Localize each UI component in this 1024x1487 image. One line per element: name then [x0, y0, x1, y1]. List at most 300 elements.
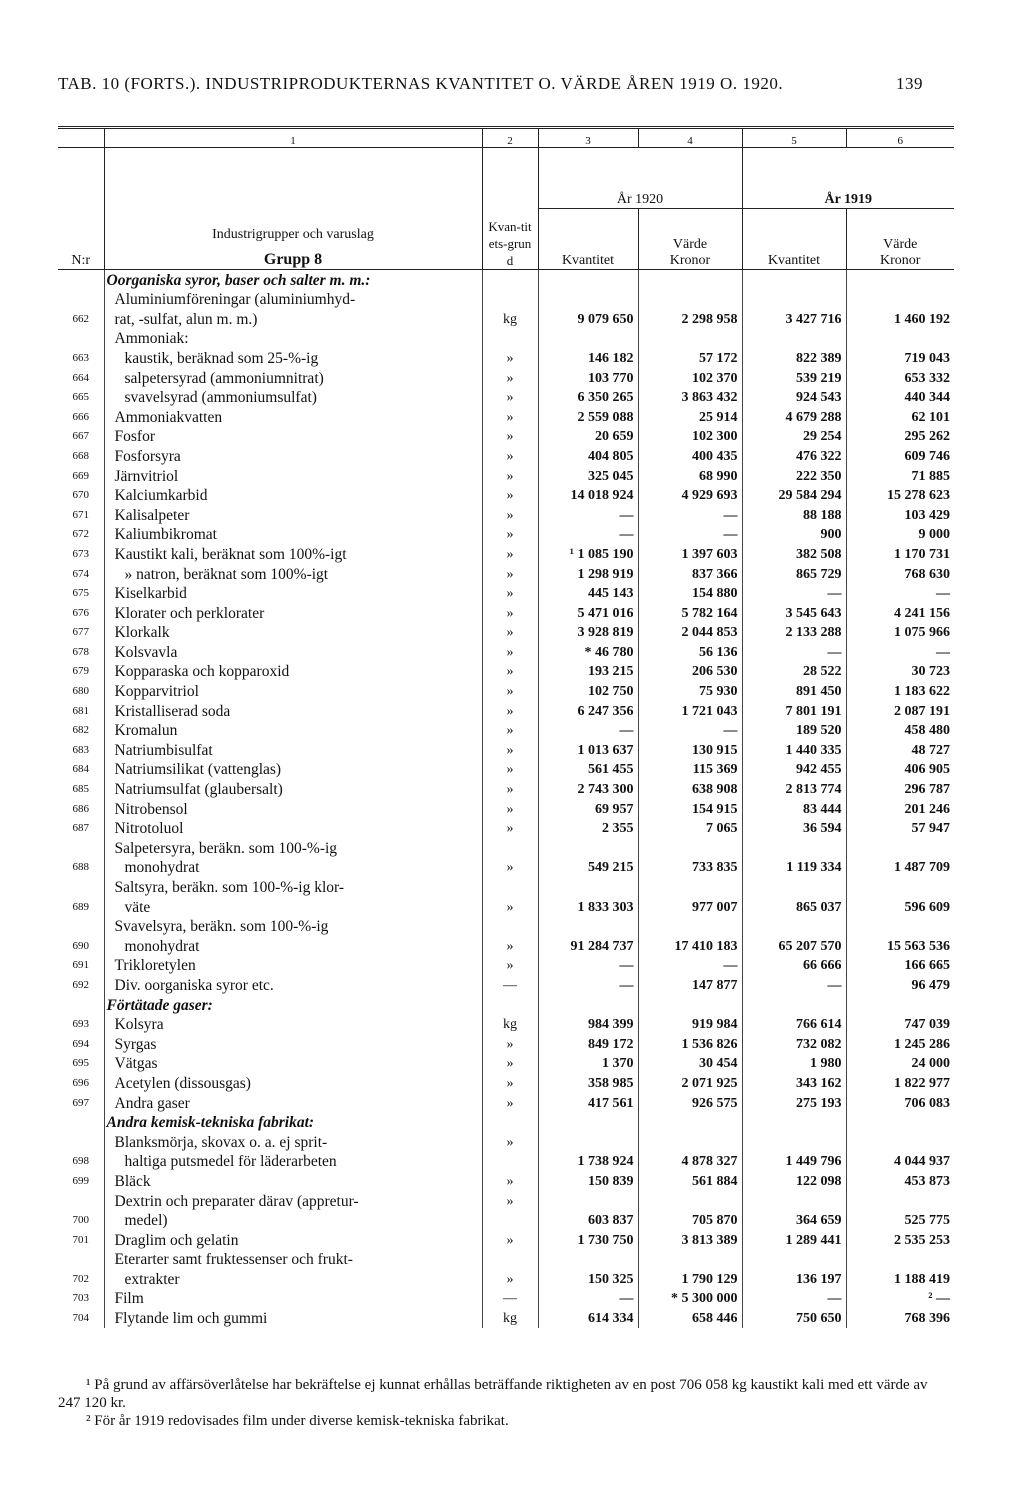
item-name: Dextrin och preparater därav (appretur-: [104, 1191, 482, 1211]
row-number: 672: [72, 528, 89, 541]
quantity-1920: 91 284 737: [538, 936, 638, 956]
item-name: Kopparaska och kopparoxid: [104, 662, 482, 682]
row-number: 663: [72, 351, 89, 364]
quantity-unit: kg: [482, 309, 538, 329]
value-1919: 4 241 156: [846, 603, 954, 623]
value-1920: [638, 290, 742, 310]
table-row: [58, 584, 954, 604]
quantity-1920: [538, 1191, 638, 1211]
quantity-1919: 865 729: [742, 564, 846, 584]
quantity-1920: —: [538, 956, 638, 976]
quantity-1920: 3 928 819: [538, 623, 638, 643]
quantity-1919: 891 450: [742, 681, 846, 701]
quantity-unit: »: [482, 642, 538, 662]
table-row: [58, 838, 954, 858]
quantity-1919: 3 427 716: [742, 309, 846, 329]
item-name: Draglim och gelatin: [104, 1230, 482, 1250]
value-1920: [638, 1191, 742, 1211]
value-1919: [846, 877, 954, 897]
row-number: 698: [72, 1155, 89, 1168]
item-name: Bläck: [104, 1171, 482, 1191]
table-row: [58, 917, 954, 937]
quantity-unit: [482, 838, 538, 858]
item-name: svavelsyrad (ammoniumsulfat): [104, 388, 482, 408]
quantity-1919: [742, 1132, 846, 1152]
quantity-unit: »: [482, 1034, 538, 1054]
header-year-1920: År 1920: [538, 148, 742, 209]
table-row: [58, 348, 954, 368]
item-name: Klorater och perklorater: [104, 603, 482, 623]
table-row: [58, 721, 954, 741]
table-row: [58, 642, 954, 662]
item-name: Nitrotoluol: [104, 819, 482, 839]
table-row: [58, 407, 954, 427]
quantity-1919: [742, 1250, 846, 1270]
table-row: [58, 564, 954, 584]
value-1919: 296 787: [846, 779, 954, 799]
quantity-1920: 1 730 750: [538, 1230, 638, 1250]
table-row: [58, 779, 954, 799]
item-name: Film: [104, 1289, 482, 1309]
quantity-1920: 20 659: [538, 427, 638, 447]
quantity-1920: 984 399: [538, 1015, 638, 1035]
footnotes: [58, 1376, 944, 1430]
quantity-1919: 66 666: [742, 956, 846, 976]
quantity-1919: 65 207 570: [742, 936, 846, 956]
quantity-1919: [742, 1191, 846, 1211]
table-row: [58, 1093, 954, 1113]
quantity-1919: 750 650: [742, 1308, 846, 1328]
row-number: 664: [72, 371, 89, 384]
value-1920: 3 863 432: [638, 388, 742, 408]
value-1919: 525 775: [846, 1211, 954, 1231]
header-value-label: Värde: [672, 237, 708, 252]
row-number: 677: [72, 626, 89, 639]
item-name: Svavelsyra, beräkn. som 100-%-ig: [104, 917, 482, 937]
item-name: Eterarter samt fruktessenser och frukt-: [104, 1250, 482, 1270]
quantity-unit: »: [482, 897, 538, 917]
quantity-1920: 325 045: [538, 466, 638, 486]
quantity-unit: »: [482, 681, 538, 701]
quantity-unit: »: [482, 486, 538, 506]
value-1919: 406 905: [846, 760, 954, 780]
quantity-unit: »: [482, 956, 538, 976]
header-nr: N:r: [58, 148, 104, 270]
value-1920: 2 044 853: [638, 623, 742, 643]
value-1919: 1 170 731: [846, 544, 954, 564]
quantity-1920: [538, 1132, 638, 1152]
value-1920: 154 880: [638, 584, 742, 604]
quantity-unit: »: [482, 1269, 538, 1289]
quantity-unit: kg: [482, 1308, 538, 1328]
table-row: [58, 662, 954, 682]
table-row: [58, 329, 954, 349]
quantity-1919: 1 440 335: [742, 740, 846, 760]
quantity-unit: »: [482, 1191, 538, 1211]
section-heading: Oorganiska syror, baser och salter m. m.:: [104, 270, 482, 290]
quantity-1920: 549 215: [538, 858, 638, 878]
value-1920: —: [638, 721, 742, 741]
header-value-1919: [846, 209, 954, 270]
row-number: 683: [72, 743, 89, 756]
quantity-1919: —: [742, 1289, 846, 1309]
item-name: medel): [104, 1211, 482, 1231]
item-name: Järnvitriol: [104, 466, 482, 486]
quantity-1920: 2 355: [538, 819, 638, 839]
item-name: Flytande lim och gummi: [104, 1308, 482, 1328]
item-name: Kopparvitriol: [104, 681, 482, 701]
value-1920: 733 835: [638, 858, 742, 878]
item-name: monohydrat: [104, 936, 482, 956]
item-name: haltiga putsmedel för läderarbeten: [104, 1152, 482, 1172]
col-number-5: 5: [742, 128, 846, 148]
header-value-1920: [638, 209, 742, 270]
item-name: extrakter: [104, 1269, 482, 1289]
row-number: 669: [72, 469, 89, 482]
quantity-unit: »: [482, 407, 538, 427]
header-quantity-1920: Kvantitet: [538, 209, 638, 270]
value-1920: 130 915: [638, 740, 742, 760]
quantity-unit: »: [482, 564, 538, 584]
value-1919: —: [846, 642, 954, 662]
value-1919: 1 460 192: [846, 309, 954, 329]
table-row: [58, 740, 954, 760]
item-name: Kromalun: [104, 721, 482, 741]
row-number: 701: [72, 1233, 89, 1246]
value-1920: —: [638, 956, 742, 976]
value-1919: 4 044 937: [846, 1152, 954, 1172]
value-1920: * 5 300 000: [638, 1289, 742, 1309]
value-1919: 1 183 622: [846, 681, 954, 701]
item-name: Ammoniakvatten: [104, 407, 482, 427]
table-row: [58, 1171, 954, 1191]
quantity-unit: »: [482, 505, 538, 525]
value-1920: 115 369: [638, 760, 742, 780]
quantity-1919: 1 449 796: [742, 1152, 846, 1172]
row-number: [58, 290, 104, 310]
quantity-1920: 150 839: [538, 1171, 638, 1191]
table-row: [58, 1308, 954, 1328]
value-1919: ² —: [846, 1289, 954, 1309]
table-row: [58, 1054, 954, 1074]
quantity-1920: 9 079 650: [538, 309, 638, 329]
value-1919: 201 246: [846, 799, 954, 819]
item-name: monohydrat: [104, 858, 482, 878]
header-value-unit: Kronor: [880, 253, 921, 268]
quantity-1919: 2 813 774: [742, 779, 846, 799]
quantity-1920: 102 750: [538, 681, 638, 701]
quantity-1920: 150 325: [538, 1269, 638, 1289]
quantity-1919: 364 659: [742, 1211, 846, 1231]
row-number: 686: [72, 802, 89, 815]
value-1919: 1 245 286: [846, 1034, 954, 1054]
quantity-1919: 539 219: [742, 368, 846, 388]
item-name: Kiselkarbid: [104, 584, 482, 604]
quantity-unit: [482, 290, 538, 310]
value-1919: [846, 290, 954, 310]
column-number-row: [58, 128, 954, 148]
table-row: [58, 525, 954, 545]
table-row: [58, 819, 954, 839]
item-name: Andra gaser: [104, 1093, 482, 1113]
quantity-unit: »: [482, 760, 538, 780]
value-1920: 154 915: [638, 799, 742, 819]
row-number: 704: [72, 1312, 89, 1325]
table-row: [58, 1073, 954, 1093]
quantity-1919: —: [742, 642, 846, 662]
row-number: 703: [72, 1292, 89, 1305]
row-number: [58, 329, 104, 349]
table-row: [58, 505, 954, 525]
quantity-unit: »: [482, 740, 538, 760]
table-row: [58, 1015, 954, 1035]
value-1920: 1 721 043: [638, 701, 742, 721]
value-1919: —: [846, 584, 954, 604]
row-number: [58, 838, 104, 858]
quantity-1920: —: [538, 975, 638, 995]
quantity-1919: 83 444: [742, 799, 846, 819]
row-number: 678: [72, 645, 89, 658]
quantity-1919: 2 133 288: [742, 623, 846, 643]
quantity-1919: 822 389: [742, 348, 846, 368]
value-1920: [638, 1250, 742, 1270]
quantity-1919: 4 679 288: [742, 407, 846, 427]
quantity-1920: 417 561: [538, 1093, 638, 1113]
value-1919: 440 344: [846, 388, 954, 408]
item-name: Ammoniak:: [104, 329, 482, 349]
quantity-unit: »: [482, 936, 538, 956]
quantity-1919: 88 188: [742, 505, 846, 525]
value-1919: 62 101: [846, 407, 954, 427]
item-name: Fosforsyra: [104, 446, 482, 466]
value-1919: 609 746: [846, 446, 954, 466]
row-number: 667: [72, 430, 89, 443]
col-number-3: 3: [538, 128, 638, 148]
table-row: [58, 1034, 954, 1054]
quantity-unit: »: [482, 799, 538, 819]
value-1919: [846, 1191, 954, 1211]
item-name: Natriumbisulfat: [104, 740, 482, 760]
footnote-1: ¹ På grund av affärsöverlåtelse har bekräftelse ej kunnat erhållas beträffande riktigheten av en post 706 058 kg kaustikt kali med ett värde av 247 120 kr.: [58, 1377, 928, 1411]
value-1919: 653 332: [846, 368, 954, 388]
table-row: [58, 858, 954, 878]
value-1920: 2 071 925: [638, 1073, 742, 1093]
item-name: Kaliumbikromat: [104, 525, 482, 545]
row-number: 692: [72, 978, 89, 991]
section-row: [58, 1113, 954, 1133]
row-number: [58, 1250, 104, 1270]
row-number: [58, 1191, 104, 1211]
quantity-unit: »: [482, 544, 538, 564]
quantity-1920: 193 215: [538, 662, 638, 682]
row-number: 694: [72, 1037, 89, 1050]
quantity-unit: —: [482, 975, 538, 995]
value-1920: [638, 917, 742, 937]
quantity-1919: 732 082: [742, 1034, 846, 1054]
value-1920: 102 300: [638, 427, 742, 447]
value-1919: 1 487 709: [846, 858, 954, 878]
table-row: [58, 799, 954, 819]
row-number: 685: [72, 783, 89, 796]
item-name: salpetersyrad (ammoniumnitrat): [104, 368, 482, 388]
quantity-1920: 5 471 016: [538, 603, 638, 623]
quantity-unit: [482, 1152, 538, 1172]
quantity-1920: 1 833 303: [538, 897, 638, 917]
quantity-1920: * 46 780: [538, 642, 638, 662]
col-number-6: 6: [846, 128, 954, 148]
value-1919: 719 043: [846, 348, 954, 368]
quantity-1920: [538, 329, 638, 349]
value-1919: [846, 838, 954, 858]
row-number: 679: [72, 665, 89, 678]
item-name: Kolsvavla: [104, 642, 482, 662]
section-row: [58, 995, 954, 1015]
quantity-1920: 1 738 924: [538, 1152, 638, 1172]
row-number: 702: [72, 1272, 89, 1285]
quantity-1919: 924 543: [742, 388, 846, 408]
quantity-unit: [482, 1211, 538, 1231]
value-1920: 1 536 826: [638, 1034, 742, 1054]
value-1919: 596 609: [846, 897, 954, 917]
quantity-unit: »: [482, 348, 538, 368]
quantity-1920: —: [538, 525, 638, 545]
quantity-1919: 476 322: [742, 446, 846, 466]
row-number: 695: [72, 1057, 89, 1070]
table-row: [58, 681, 954, 701]
row-number: 689: [72, 900, 89, 913]
row-number: 681: [72, 704, 89, 717]
table-row: [58, 427, 954, 447]
quantity-1920: 1 370: [538, 1054, 638, 1074]
value-1919: [846, 329, 954, 349]
page-header: [58, 74, 958, 94]
quantity-unit: —: [482, 1289, 538, 1309]
quantity-1919: 865 037: [742, 897, 846, 917]
value-1920: 17 410 183: [638, 936, 742, 956]
quantity-unit: »: [482, 1073, 538, 1093]
quantity-1920: 614 334: [538, 1308, 638, 1328]
row-number: 676: [72, 606, 89, 619]
table-row: [58, 388, 954, 408]
table-row: [58, 290, 954, 310]
value-1920: 206 530: [638, 662, 742, 682]
value-1919: 166 665: [846, 956, 954, 976]
section-heading: Andra kemisk-tekniska fabrikat:: [104, 1113, 482, 1133]
value-1920: 926 575: [638, 1093, 742, 1113]
header-group-label: Industrigrupper och varuslag: [212, 227, 374, 242]
value-1920: 4 929 693: [638, 486, 742, 506]
item-name: Saltsyra, beräkn. som 100-%-ig klor-: [104, 877, 482, 897]
header-value-unit: Kronor: [669, 253, 711, 268]
quantity-1920: 14 018 924: [538, 486, 638, 506]
quantity-unit: [482, 1250, 538, 1270]
row-number: [58, 1132, 104, 1152]
table-row: [58, 760, 954, 780]
quantity-unit: [482, 917, 538, 937]
table-row: [58, 446, 954, 466]
item-name: Kaustikt kali, beräknat som 100%-igt: [104, 544, 482, 564]
quantity-1919: 3 545 643: [742, 603, 846, 623]
quantity-1920: 1 013 637: [538, 740, 638, 760]
row-number: 670: [72, 489, 89, 502]
section-row: [58, 270, 954, 290]
value-1920: 30 454: [638, 1054, 742, 1074]
row-number: [58, 877, 104, 897]
row-number: 671: [72, 508, 89, 521]
quantity-unit: »: [482, 388, 538, 408]
data-table: [58, 126, 954, 1328]
quantity-1920: 358 985: [538, 1073, 638, 1093]
value-1920: 837 366: [638, 564, 742, 584]
item-name: kaustik, beräknad som 25-%-ig: [104, 348, 482, 368]
value-1920: [638, 838, 742, 858]
value-1920: 2 298 958: [638, 309, 742, 329]
quantity-unit: »: [482, 701, 538, 721]
header-quantity-1919: Kvantitet: [742, 209, 846, 270]
quantity-1920: 103 770: [538, 368, 638, 388]
table-body: [58, 270, 954, 1329]
quantity-1920: 69 957: [538, 799, 638, 819]
table-row: [58, 877, 954, 897]
quantity-1920: 404 805: [538, 446, 638, 466]
quantity-1919: 189 520: [742, 721, 846, 741]
value-1919: 1 075 966: [846, 623, 954, 643]
row-number: 696: [72, 1076, 89, 1089]
quantity-unit: »: [482, 584, 538, 604]
value-1919: 9 000: [846, 525, 954, 545]
item-name: Blanksmörja, skovax o. a. ej sprit-: [104, 1132, 482, 1152]
item-name: Div. oorganiska syror etc.: [104, 975, 482, 995]
value-1919: 15 278 623: [846, 486, 954, 506]
section-heading: Förtätade gaser:: [104, 995, 482, 1015]
table-row: [58, 936, 954, 956]
quantity-1920: 603 837: [538, 1211, 638, 1231]
value-1919: 30 723: [846, 662, 954, 682]
quantity-unit: »: [482, 721, 538, 741]
table-row: [58, 603, 954, 623]
item-name: Nitrobensol: [104, 799, 482, 819]
item-name: rat, -sulfat, alun m. m.): [104, 309, 482, 329]
quantity-unit: »: [482, 603, 538, 623]
quantity-1920: 445 143: [538, 584, 638, 604]
quantity-1920: 1 298 919: [538, 564, 638, 584]
table-row: [58, 1132, 954, 1152]
quantity-1919: 222 350: [742, 466, 846, 486]
quantity-1920: ¹ 1 085 190: [538, 544, 638, 564]
row-number: 700: [72, 1214, 89, 1227]
value-1919: 96 479: [846, 975, 954, 995]
quantity-1919: 29 584 294: [742, 486, 846, 506]
row-number: 668: [72, 449, 89, 462]
header-group: [104, 148, 482, 270]
value-1920: 400 435: [638, 446, 742, 466]
table-row: [58, 701, 954, 721]
quantity-1919: 36 594: [742, 819, 846, 839]
value-1919: 71 885: [846, 466, 954, 486]
value-1919: 2 087 191: [846, 701, 954, 721]
quantity-1920: 2 743 300: [538, 779, 638, 799]
table-row: [58, 1289, 954, 1309]
value-1920: 561 884: [638, 1171, 742, 1191]
row-number: 684: [72, 763, 89, 776]
row-number: [58, 917, 104, 937]
quantity-1920: [538, 1250, 638, 1270]
value-1920: 1 397 603: [638, 544, 742, 564]
quantity-1919: [742, 877, 846, 897]
quantity-1919: [742, 290, 846, 310]
table-row: [58, 956, 954, 976]
quantity-1919: 28 522: [742, 662, 846, 682]
